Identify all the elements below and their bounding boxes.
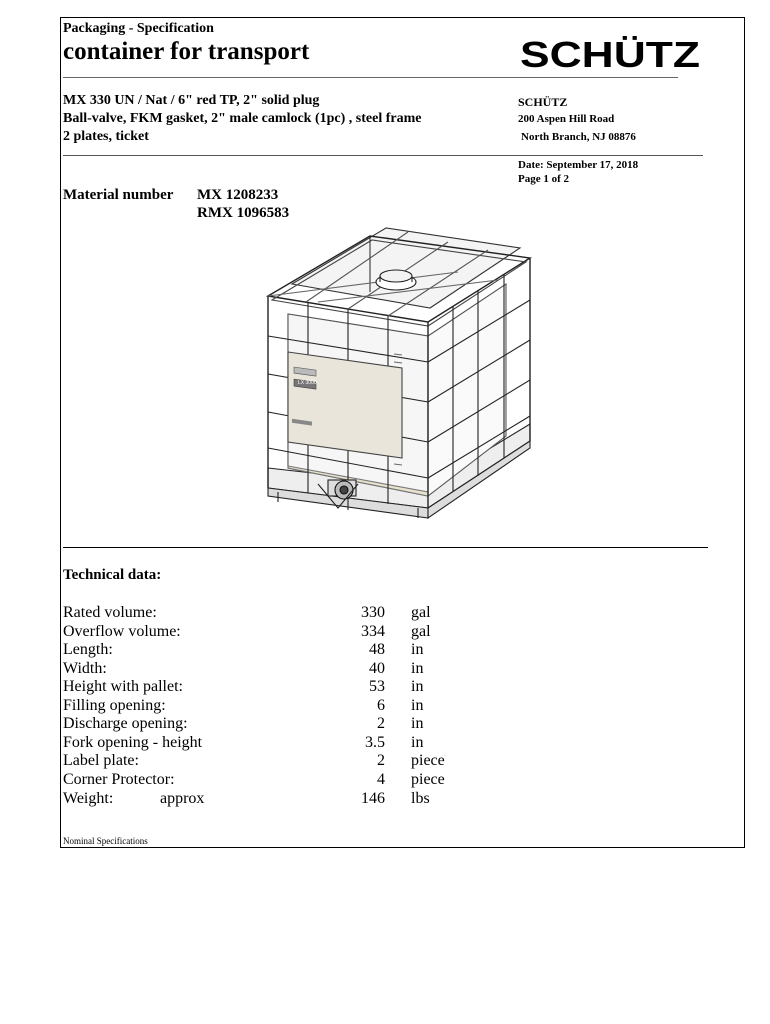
description-divider bbox=[63, 155, 703, 156]
description-line-2: Ball-valve, FKM gasket, 2" male camlock (1pc) , steel frame bbox=[63, 111, 422, 126]
spec-value: 53 bbox=[369, 678, 385, 695]
footer-note: Nominal Specifications bbox=[63, 836, 148, 846]
image-divider bbox=[63, 547, 708, 548]
spec-value: 48 bbox=[369, 641, 385, 658]
spec-unit: piece bbox=[411, 752, 445, 769]
spec-label: Discharge opening: bbox=[63, 715, 188, 732]
spec-unit: gal bbox=[411, 622, 431, 640]
svg-text:SCHÜTZ: SCHÜTZ bbox=[520, 36, 700, 70]
spec-value: 3.5 bbox=[365, 733, 385, 751]
spec-label: Height with pallet: bbox=[63, 678, 183, 695]
page-title: container for transport bbox=[63, 38, 310, 65]
spec-unit: gal bbox=[411, 604, 431, 621]
spec-label: Weight: bbox=[63, 790, 114, 807]
company-street: 200 Aspen Hill Road bbox=[518, 113, 615, 125]
technical-heading: Technical data: bbox=[63, 567, 162, 583]
spec-value: 334 bbox=[361, 622, 385, 640]
spec-value: 6 bbox=[377, 696, 385, 714]
date: Date: September 17, 2018 bbox=[518, 159, 639, 171]
material-number-1: MX 1208233 bbox=[197, 187, 279, 203]
svg-text:LX 3000: LX 3000 bbox=[298, 380, 317, 386]
company-city: North Branch, NJ 08876 bbox=[521, 131, 636, 143]
description-line-3: 2 plates, ticket bbox=[63, 129, 149, 144]
spec-unit: in bbox=[411, 659, 424, 677]
header-divider bbox=[63, 77, 678, 78]
description-line-1: MX 330 UN / Nat / 6" red TP, 2" solid plug bbox=[63, 93, 320, 108]
spec-label: Length: bbox=[63, 641, 113, 658]
spec-unit: lbs bbox=[411, 790, 430, 807]
spec-extra: approx bbox=[160, 790, 205, 807]
spec-label: Label plate: bbox=[63, 752, 139, 769]
spec-unit: in bbox=[411, 715, 424, 732]
spec-unit: in bbox=[411, 678, 424, 695]
spec-label: Filling opening: bbox=[63, 696, 166, 714]
spec-value: 2 bbox=[377, 715, 385, 732]
spec-label: Width: bbox=[63, 659, 107, 677]
material-number-2: RMX 1096583 bbox=[197, 205, 290, 221]
spec-value: 40 bbox=[369, 659, 385, 677]
material-label: Material number bbox=[63, 187, 174, 203]
spec-label: Overflow volume: bbox=[63, 622, 181, 640]
spec-unit: in bbox=[411, 641, 424, 658]
page-number: Page 1 of 2 bbox=[518, 173, 570, 185]
schutz-logo bbox=[520, 36, 702, 70]
spec-value: 146 bbox=[361, 790, 385, 807]
spec-value: 4 bbox=[377, 770, 385, 788]
spec-unit: in bbox=[411, 696, 424, 714]
spec-value: 2 bbox=[377, 752, 385, 769]
spec-unit: in bbox=[411, 733, 424, 751]
spec-unit: piece bbox=[411, 770, 445, 788]
doc-type: Packaging - Specification bbox=[63, 21, 214, 36]
spec-label: Rated volume: bbox=[63, 604, 157, 621]
ibc-container-image bbox=[258, 196, 542, 540]
spec-label: Fork opening - height bbox=[63, 733, 203, 751]
company-name: SCHÜTZ bbox=[518, 95, 568, 109]
spec-label: Corner Protector: bbox=[63, 770, 175, 788]
spec-value: 330 bbox=[361, 604, 385, 621]
